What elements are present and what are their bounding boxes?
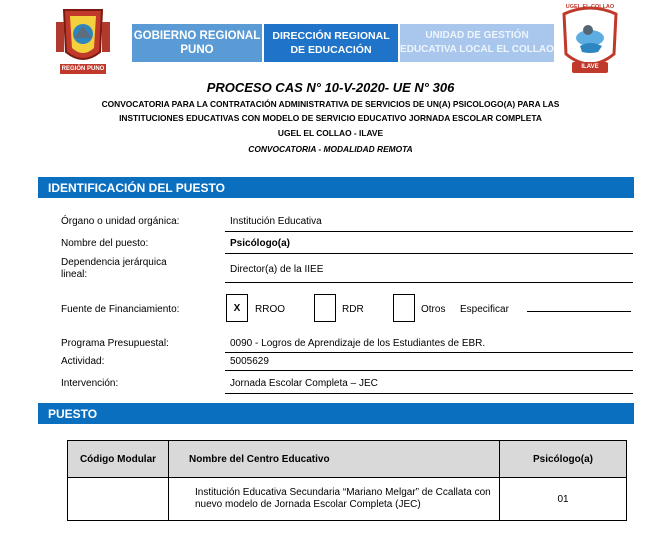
dependencia-label-line-2: lineal: bbox=[61, 269, 88, 280]
divider bbox=[225, 231, 633, 232]
divider bbox=[225, 370, 633, 371]
table-header-row bbox=[68, 441, 627, 478]
nombre-puesto-label: Nombre del puesto: bbox=[61, 238, 149, 249]
cell-codigo bbox=[68, 478, 169, 521]
rroo-option-label: RROO bbox=[255, 304, 285, 315]
subtitle-line-4: CONVOCATORIA - MODALIDAD REMOTA bbox=[248, 144, 413, 154]
programa-label: Programa Presupuestal: bbox=[61, 338, 169, 349]
rdr-option-label: RDR bbox=[342, 304, 364, 315]
fuente-label: Fuente de Financiamiento: bbox=[61, 304, 180, 315]
intervencion-label: Intervención: bbox=[61, 378, 119, 389]
nombre-puesto-value: Psicólogo(a) bbox=[230, 238, 291, 249]
ugel-el-collao-logo bbox=[558, 4, 622, 78]
subtitle-line-2: INSTITUCIONES EDUCATIVAS CON MODELO DE SERVICIO EDUCATIVO JORNADA ESCOLAR COMPLETA bbox=[119, 113, 542, 123]
section-identificacion-title: IDENTIFICACIÓN DEL PUESTO bbox=[48, 180, 225, 195]
dependencia-label-line-1: Dependencia jerárquica bbox=[61, 257, 167, 268]
especificar-label: Especificar bbox=[460, 304, 509, 315]
divider bbox=[225, 352, 633, 353]
col-codigo-modular: Código Modular bbox=[68, 441, 169, 478]
section-puesto-title: PUESTO bbox=[48, 406, 98, 421]
ugel-logo-caption-top: UGEL EL COLLAO bbox=[565, 4, 615, 10]
rdr-checkbox[interactable] bbox=[314, 294, 336, 322]
subtitle-line-1: CONVOCATORIA PARA LA CONTRATACIÓN ADMINISTRATIVA DE SERVICIOS DE UN(A) PSICOLOGO(A) PARA LAS bbox=[101, 99, 560, 109]
section-puesto-header bbox=[38, 403, 634, 424]
actividad-value: 5005629 bbox=[230, 356, 269, 367]
process-title: PROCESO CAS N° 10-V-2020- UE N° 306 bbox=[206, 80, 455, 95]
especificar-line bbox=[527, 311, 631, 312]
ugel-box: UNIDAD DE GESTIÓN EDUCATIVA LOCAL EL COLLAO bbox=[400, 24, 554, 62]
ugel-logo-caption-bottom: ILAVE bbox=[581, 64, 599, 70]
otros-option-label: Otros bbox=[421, 304, 446, 315]
divider bbox=[225, 393, 633, 394]
programa-value: 0090 - Logros de Aprendizaje de los Estudiantes de EBR. bbox=[230, 338, 486, 349]
divider bbox=[225, 253, 633, 254]
organo-label: Órgano o unidad orgánica: bbox=[61, 216, 180, 227]
section-identificacion-header bbox=[38, 177, 634, 198]
col-nombre-centro: Nombre del Centro Educativo bbox=[169, 441, 500, 478]
rroo-checkbox[interactable]: X bbox=[226, 294, 248, 322]
table-row bbox=[68, 478, 627, 521]
direccion-regional-box: DIRECCIÓN REGIONAL DE EDUCACIÓN bbox=[264, 24, 398, 62]
divider bbox=[225, 282, 633, 283]
region-puno-caption: REGIÓN PUNO bbox=[61, 66, 105, 72]
cell-cantidad: 01 bbox=[500, 478, 627, 521]
organo-value: Institución Educativa bbox=[230, 216, 322, 227]
cell-nombre-centro: Institución Educativa Secundaria “Mariano Melgar” de Ccallata con nuevo modelo de Jornada Escolar Completa (JEC) bbox=[169, 478, 500, 521]
subtitle-line-3: UGEL EL COLLAO - ILAVE bbox=[277, 128, 384, 138]
puesto-table bbox=[67, 440, 627, 521]
dependencia-value: Director(a) de la IIEE bbox=[230, 264, 324, 275]
otros-checkbox[interactable] bbox=[393, 294, 415, 322]
gobierno-regional-box: GOBIERNO REGIONAL PUNO bbox=[132, 24, 262, 62]
region-puno-logo bbox=[54, 4, 112, 78]
col-psicologo: Psicólogo(a) bbox=[500, 441, 627, 478]
actividad-label: Actividad: bbox=[61, 356, 105, 367]
intervencion-value: Jornada Escolar Completa – JEC bbox=[230, 378, 378, 389]
